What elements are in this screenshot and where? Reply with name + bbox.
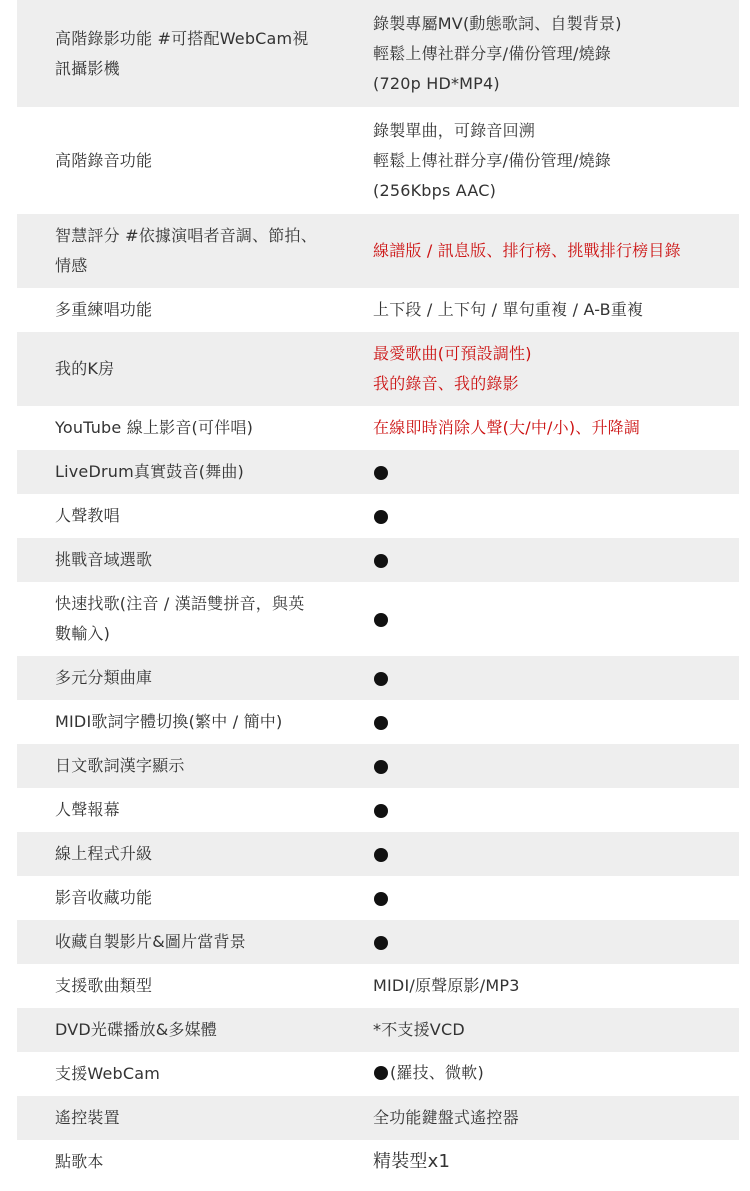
value-cell xyxy=(372,1103,739,1133)
feature-label: 日文歌詞漢字顯示 xyxy=(55,756,185,775)
feature-cell xyxy=(17,589,372,649)
table-row xyxy=(17,450,739,494)
table-row xyxy=(17,832,739,876)
value-cell xyxy=(372,795,739,825)
value-cell xyxy=(372,883,739,913)
feature-label: 點歌本 xyxy=(55,1152,104,1171)
feature-cell xyxy=(17,927,372,957)
table-row xyxy=(17,288,739,332)
value-cell xyxy=(372,413,739,443)
value-cell xyxy=(372,9,739,99)
value-text: 錄製專屬MV(動態歌詞、自製背景) xyxy=(373,13,622,33)
feature-label: 高階錄音功能 xyxy=(55,150,153,170)
feature-label: 遙控裝置 xyxy=(55,1108,120,1127)
feature-cell xyxy=(17,146,372,176)
filled-circle-icon xyxy=(374,554,388,568)
feature-label: 人聲教唱 xyxy=(55,506,120,525)
value-text: (720p HD*MP4) xyxy=(373,73,500,93)
table-row xyxy=(17,332,739,406)
filled-circle-icon xyxy=(374,716,388,730)
value-cell xyxy=(372,295,739,325)
feature-label: 數輸入) xyxy=(55,624,111,643)
value-text: 全功能鍵盤式遙控器 xyxy=(373,1108,519,1127)
table-row xyxy=(17,1008,739,1052)
feature-cell xyxy=(17,295,372,325)
feature-cell xyxy=(17,707,372,737)
table-row xyxy=(17,920,739,964)
feature-label: 訊攝影機 xyxy=(55,58,120,78)
feature-cell xyxy=(17,1147,372,1177)
value-cell xyxy=(372,501,739,531)
filled-circle-icon xyxy=(374,804,388,818)
feature-label: YouTube 線上影音(可伴唱) xyxy=(55,418,254,437)
table-row xyxy=(17,538,739,582)
value-cell xyxy=(372,339,739,399)
feature-cell xyxy=(17,663,372,693)
filled-circle-icon xyxy=(374,613,388,627)
table-row xyxy=(17,582,739,656)
value-text: (256Kbps AAC) xyxy=(373,180,497,200)
value-cell xyxy=(372,1058,739,1090)
table-row xyxy=(17,656,739,700)
value-cell xyxy=(372,457,739,487)
feature-cell xyxy=(17,1059,372,1089)
value-cell xyxy=(372,663,739,693)
value-text: 我的錄音、我的錄影 xyxy=(373,374,519,393)
table-row xyxy=(17,876,739,920)
feature-cell xyxy=(17,501,372,531)
table-row xyxy=(17,1096,739,1140)
feature-cell xyxy=(17,413,372,443)
table-row xyxy=(17,700,739,744)
feature-cell xyxy=(17,1103,372,1133)
feature-label: DVD光碟播放&多媒體 xyxy=(55,1020,217,1039)
filled-circle-icon xyxy=(374,936,388,950)
filled-circle-icon xyxy=(374,848,388,862)
feature-label: 挑戰音域選歌 xyxy=(55,550,153,569)
feature-label: 我的K房 xyxy=(55,359,115,378)
feature-cell xyxy=(17,971,372,1001)
value-with-dot xyxy=(373,1058,484,1088)
feature-label: 人聲報幕 xyxy=(55,800,120,819)
value-text: (羅技、微軟) xyxy=(390,1063,484,1082)
filled-circle-icon xyxy=(374,466,388,480)
value-text: MIDI/原聲原影/MP3 xyxy=(373,976,520,995)
filled-circle-icon xyxy=(374,672,388,686)
feature-label: 快速找歌(注音 / 漢語雙拼音，與英 xyxy=(55,594,305,613)
feature-cell xyxy=(17,545,372,575)
filled-circle-icon xyxy=(374,892,388,906)
table-row xyxy=(17,0,739,107)
value-cell xyxy=(372,971,739,1001)
spec-table xyxy=(17,0,739,1184)
table-row xyxy=(17,744,739,788)
feature-label: MIDI歌詞字體切換(繁中 / 簡中) xyxy=(55,712,283,731)
feature-cell xyxy=(17,883,372,913)
value-text: 精裝型x1 xyxy=(373,1151,451,1172)
table-row xyxy=(17,214,739,288)
value-cell xyxy=(372,751,739,781)
feature-cell xyxy=(17,354,372,384)
table-row xyxy=(17,406,739,450)
feature-label: 多重練唱功能 xyxy=(55,300,153,319)
table-row xyxy=(17,1052,739,1096)
feature-label: 支援歌曲類型 xyxy=(55,976,153,995)
feature-cell xyxy=(17,839,372,869)
filled-circle-icon xyxy=(374,760,388,774)
feature-cell xyxy=(17,1015,372,1045)
value-text: 線譜版 / 訊息版、排行榜、挑戰排行榜目錄 xyxy=(373,241,681,260)
feature-cell xyxy=(17,24,372,84)
feature-label: 線上程式升級 xyxy=(55,844,153,863)
value-cell xyxy=(372,604,739,634)
table-row xyxy=(17,1140,739,1184)
feature-label: 智慧評分 #依據演唱者音調、節拍、 xyxy=(55,226,317,245)
table-row xyxy=(17,107,739,214)
feature-label: 影音收藏功能 xyxy=(55,888,153,907)
value-text: 錄製單曲，可錄音回溯 xyxy=(373,120,536,140)
feature-label: LiveDrum真實鼓音(舞曲) xyxy=(55,462,244,481)
feature-cell xyxy=(17,457,372,487)
table-row xyxy=(17,494,739,538)
table-row xyxy=(17,964,739,1008)
value-cell xyxy=(372,116,739,206)
value-cell xyxy=(372,707,739,737)
value-text: 輕鬆上傳社群分享/備份管理/燒錄 xyxy=(373,43,611,63)
value-text: 輕鬆上傳社群分享/備份管理/燒錄 xyxy=(373,150,611,170)
value-cell xyxy=(372,1147,739,1177)
feature-label: 多元分類曲庫 xyxy=(55,668,153,687)
feature-cell xyxy=(17,221,372,281)
feature-label: 情感 xyxy=(55,256,88,275)
value-text: 最愛歌曲(可預設調性) xyxy=(373,344,532,363)
filled-circle-icon xyxy=(374,510,388,524)
feature-cell xyxy=(17,795,372,825)
feature-label: 收藏自製影片&圖片當背景 xyxy=(55,932,246,951)
value-text: 在線即時消除人聲(大/中/小)、升降調 xyxy=(373,418,641,437)
value-text: *不支援VCD xyxy=(373,1020,465,1039)
feature-cell xyxy=(17,751,372,781)
value-cell xyxy=(372,839,739,869)
table-row xyxy=(17,788,739,832)
filled-circle-icon xyxy=(374,1066,388,1080)
value-cell xyxy=(372,236,739,266)
feature-label: 高階錄影功能 #可搭配WebCam視 xyxy=(55,28,309,48)
value-cell xyxy=(372,545,739,575)
feature-label: 支援WebCam xyxy=(55,1064,161,1083)
value-text: 上下段 / 上下句 / 單句重複 / A-B重複 xyxy=(373,300,644,319)
value-cell xyxy=(372,1015,739,1045)
value-cell xyxy=(372,927,739,957)
